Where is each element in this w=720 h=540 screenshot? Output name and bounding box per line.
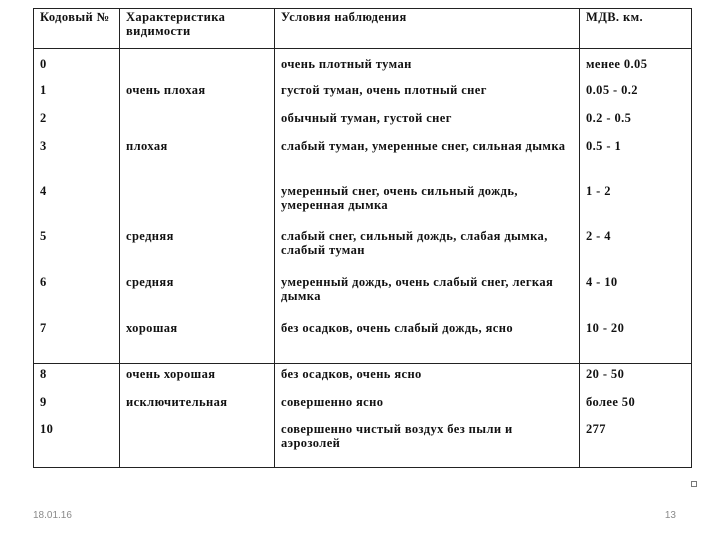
cell-characteristic: очень хорошая <box>120 364 275 392</box>
cell-characteristic: плохая <box>120 136 275 181</box>
cell-code: 5 <box>34 226 120 272</box>
table-row <box>34 108 692 136</box>
header-row <box>34 9 692 49</box>
cell-conditions: умеренный снег, очень сильный дождь, умеренная дымка <box>275 181 580 226</box>
cell-conditions: умеренный дождь, очень слабый снег, легкая дымка <box>275 272 580 318</box>
table-row <box>34 318 692 364</box>
cell-characteristic <box>120 419 275 468</box>
header-conditions: Условия наблюдения <box>275 9 580 49</box>
cell-conditions: без осадков, очень слабый дождь, ясно <box>275 318 580 364</box>
cell-conditions: совершенно ясно <box>275 392 580 419</box>
table-row <box>34 226 692 272</box>
cell-mdv: 0.2 - 0.5 <box>580 108 692 136</box>
page-number: 13 <box>664 510 676 521</box>
table-row <box>34 272 692 318</box>
cell-mdv: 2 - 4 <box>580 226 692 272</box>
cell-characteristic: исключительная <box>120 392 275 419</box>
table-row <box>34 364 692 392</box>
cell-code: 3 <box>34 136 120 181</box>
header-characteristic: Характеристика видимости <box>120 9 275 49</box>
cell-mdv: 0.05 - 0.2 <box>580 80 692 108</box>
cell-conditions: без осадков, очень ясно <box>275 364 580 392</box>
cell-code: 2 <box>34 108 120 136</box>
visibility-table <box>33 8 692 468</box>
cell-conditions: слабый туман, умеренные снег, сильная дымка <box>275 136 580 181</box>
cell-code: 0 <box>34 49 120 80</box>
cell-characteristic <box>120 108 275 136</box>
cell-conditions: совершенно чистый воздух без пыли и аэрозолей <box>275 419 580 468</box>
cell-conditions: очень плотный туман <box>275 49 580 80</box>
cell-characteristic: хорошая <box>120 318 275 364</box>
cell-conditions: слабый снег, сильный дождь, слабая дымка, слабый туман <box>275 226 580 272</box>
header-code: Кодовый № <box>34 9 120 49</box>
cell-code: 7 <box>34 318 120 364</box>
table-row <box>34 392 692 419</box>
cell-code: 1 <box>34 80 120 108</box>
table-row <box>34 181 692 226</box>
cell-conditions: густой туман, очень плотный снег <box>275 80 580 108</box>
cell-code: 4 <box>34 181 120 226</box>
cell-mdv: 277 <box>580 419 692 468</box>
cell-mdv: 0.5 - 1 <box>580 136 692 181</box>
cell-characteristic <box>120 49 275 80</box>
cell-characteristic <box>120 181 275 226</box>
header-mdv: МДВ. км. <box>580 9 692 49</box>
cell-characteristic: средняя <box>120 272 275 318</box>
footer-date: 18.01.16 <box>33 510 72 521</box>
cell-mdv: более 50 <box>580 392 692 419</box>
cell-mdv: 1 - 2 <box>580 181 692 226</box>
cell-mdv: 20 - 50 <box>580 364 692 392</box>
cell-mdv: 4 - 10 <box>580 272 692 318</box>
cell-mdv: менее 0.05 <box>580 49 692 80</box>
cell-characteristic: очень плохая <box>120 80 275 108</box>
table-row <box>34 80 692 108</box>
cell-code: 8 <box>34 364 120 392</box>
cell-conditions: обычный туман, густой снег <box>275 108 580 136</box>
cell-characteristic: средняя <box>120 226 275 272</box>
cell-code: 10 <box>34 419 120 468</box>
table-header <box>34 9 692 49</box>
cell-mdv: 10 - 20 <box>580 318 692 364</box>
table-row <box>34 49 692 80</box>
table-row <box>34 136 692 181</box>
table-row <box>34 419 692 468</box>
table-resize-handle[interactable] <box>691 481 697 487</box>
cell-code: 6 <box>34 272 120 318</box>
cell-code: 9 <box>34 392 120 419</box>
table-body <box>34 49 692 468</box>
